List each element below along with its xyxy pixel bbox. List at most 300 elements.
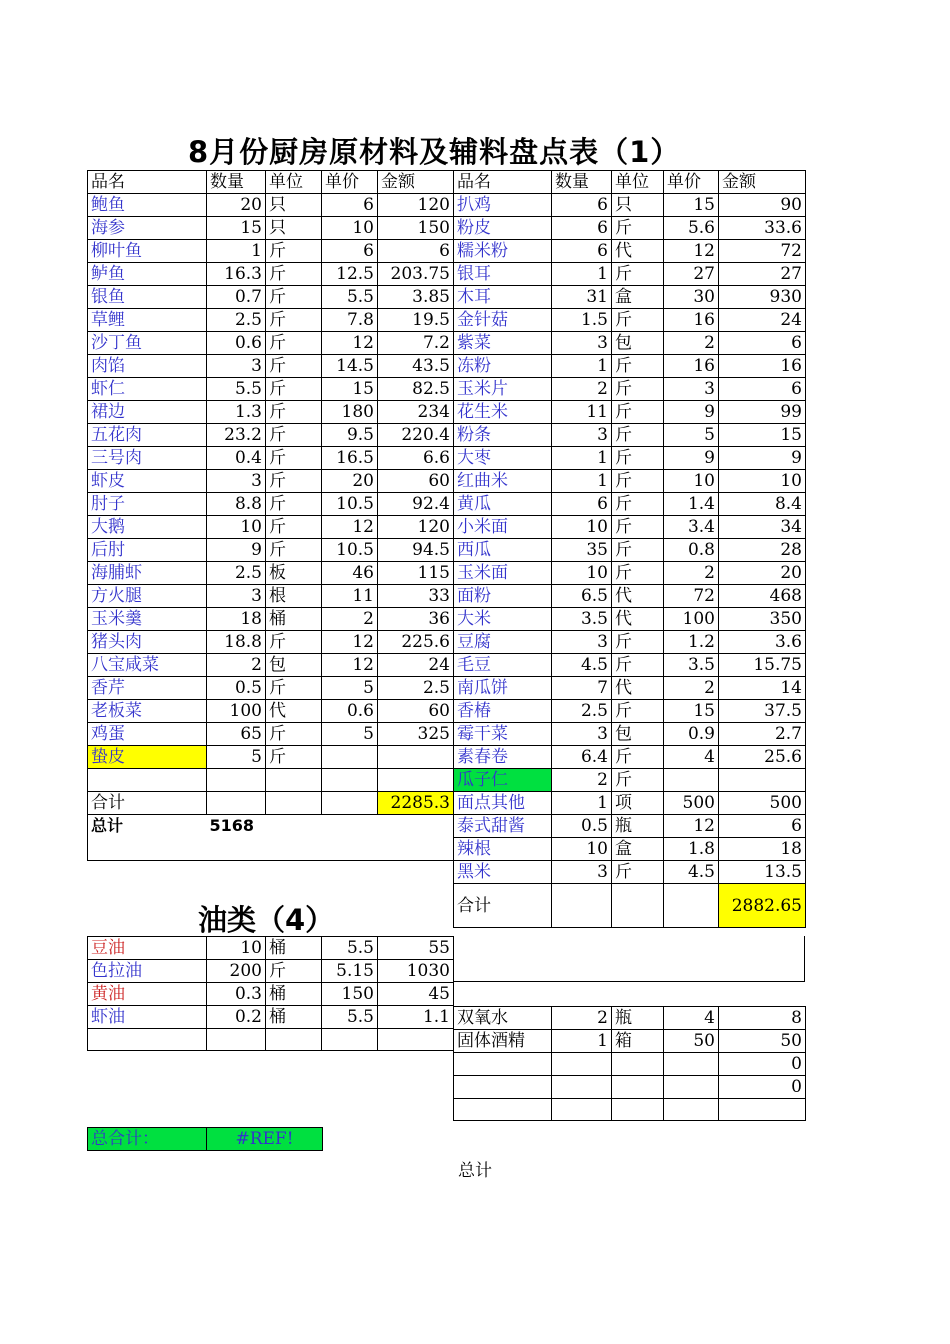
cell-amount[interactable]: 1030 xyxy=(378,960,454,983)
cell-unit[interactable]: 斤 xyxy=(612,516,664,539)
cell-amount[interactable]: 2.5 xyxy=(378,677,454,700)
cell-price[interactable]: 12 xyxy=(322,654,378,677)
cell-price[interactable]: 5.15 xyxy=(322,960,378,983)
empty-cell[interactable] xyxy=(552,884,612,928)
cell-unit[interactable] xyxy=(612,1076,664,1099)
cell-name[interactable]: 扒鸡 xyxy=(454,194,552,217)
cell-name[interactable]: 泰式甜酱 xyxy=(454,815,552,838)
cell-price[interactable] xyxy=(664,769,719,792)
cell-unit[interactable]: 代 xyxy=(266,700,322,723)
header-cell[interactable]: 单价 xyxy=(664,171,719,194)
cell-name[interactable]: 面点其他 xyxy=(454,792,552,815)
cell-amount[interactable]: 8.4 xyxy=(719,493,806,516)
cell-name[interactable]: 草鲤 xyxy=(88,309,207,332)
cell-name[interactable]: 冻粉 xyxy=(454,355,552,378)
cell-unit[interactable]: 斤 xyxy=(612,424,664,447)
header-cell[interactable]: 金额 xyxy=(378,171,454,194)
cell-qty[interactable]: 6 xyxy=(552,493,612,516)
cell-amount[interactable]: 72 xyxy=(719,240,806,263)
empty-cell[interactable] xyxy=(612,1099,664,1121)
cell-price[interactable]: 5 xyxy=(322,677,378,700)
cell-amount[interactable]: 92.4 xyxy=(378,493,454,516)
cell-price[interactable]: 0.8 xyxy=(664,539,719,562)
cell-qty[interactable]: 3 xyxy=(552,424,612,447)
empty-cell[interactable] xyxy=(378,769,454,792)
cell-name[interactable]: 豆腐 xyxy=(454,631,552,654)
cell-unit[interactable]: 斤 xyxy=(612,263,664,286)
cell-name[interactable] xyxy=(454,1053,552,1076)
cell-amount[interactable]: 33.6 xyxy=(719,217,806,240)
cell-amount[interactable]: 325 xyxy=(378,723,454,746)
cell-name[interactable]: 三号肉 xyxy=(88,447,207,470)
cell-unit[interactable]: 包 xyxy=(612,332,664,355)
cell-price[interactable]: 0.9 xyxy=(664,723,719,746)
cell-unit[interactable]: 板 xyxy=(266,562,322,585)
cell-unit[interactable]: 只 xyxy=(612,194,664,217)
cell-amount[interactable]: 45 xyxy=(378,983,454,1006)
cell-price[interactable]: 27 xyxy=(664,263,719,286)
cell-qty[interactable]: 3 xyxy=(207,470,266,493)
cell-price[interactable]: 100 xyxy=(664,608,719,631)
cell-amount[interactable]: 6.6 xyxy=(378,447,454,470)
cell-qty[interactable]: 2 xyxy=(552,769,612,792)
cell-qty[interactable]: 3 xyxy=(552,332,612,355)
cell-name[interactable] xyxy=(454,1076,552,1099)
cell-qty[interactable]: 0.7 xyxy=(207,286,266,309)
cell-qty[interactable]: 8.8 xyxy=(207,493,266,516)
cell-price[interactable]: 3 xyxy=(664,378,719,401)
cell-name[interactable]: 鲍鱼 xyxy=(88,194,207,217)
cell-name[interactable]: 老板菜 xyxy=(88,700,207,723)
cell-price[interactable]: 72 xyxy=(664,585,719,608)
cell-unit[interactable]: 斤 xyxy=(612,355,664,378)
cell-unit[interactable]: 斤 xyxy=(612,378,664,401)
cell-amount[interactable]: 468 xyxy=(719,585,806,608)
cell-amount[interactable]: 6 xyxy=(378,240,454,263)
cell-unit[interactable]: 斤 xyxy=(266,447,322,470)
cell-qty[interactable]: 23.2 xyxy=(207,424,266,447)
cell-unit[interactable]: 盒 xyxy=(612,286,664,309)
cell-qty[interactable]: 5.5 xyxy=(207,378,266,401)
cell-unit[interactable]: 斤 xyxy=(266,631,322,654)
cell-qty[interactable]: 7 xyxy=(552,677,612,700)
cell-price[interactable]: 3.5 xyxy=(664,654,719,677)
cell-name[interactable]: 大米 xyxy=(454,608,552,631)
cell-qty[interactable]: 10 xyxy=(207,937,266,960)
cell-price[interactable]: 5 xyxy=(322,723,378,746)
cell-unit[interactable]: 斤 xyxy=(266,263,322,286)
cell-price[interactable]: 20 xyxy=(322,470,378,493)
cell-price[interactable]: 2 xyxy=(664,677,719,700)
cell-unit[interactable]: 只 xyxy=(266,217,322,240)
cell-name[interactable]: 双氧水 xyxy=(454,1007,552,1030)
cell-name[interactable]: 香椿 xyxy=(454,700,552,723)
header-cell[interactable]: 数量 xyxy=(552,171,612,194)
cell-qty[interactable] xyxy=(552,1076,612,1099)
cell-amount[interactable]: 3.85 xyxy=(378,286,454,309)
cell-name[interactable]: 紫菜 xyxy=(454,332,552,355)
cell-name[interactable]: 虾皮 xyxy=(88,470,207,493)
cell-qty[interactable]: 10 xyxy=(552,516,612,539)
cell-qty[interactable]: 10 xyxy=(207,516,266,539)
cell-amount[interactable]: 6 xyxy=(719,815,806,838)
cell-qty[interactable]: 6.5 xyxy=(552,585,612,608)
empty-cell[interactable] xyxy=(88,769,207,792)
cell-unit[interactable]: 斤 xyxy=(266,309,322,332)
cell-price[interactable]: 10.5 xyxy=(322,493,378,516)
cell-amount[interactable]: 34 xyxy=(719,516,806,539)
cell-amount[interactable]: 115 xyxy=(378,562,454,585)
cell-qty[interactable]: 0.3 xyxy=(207,983,266,1006)
cell-qty[interactable]: 2.5 xyxy=(207,562,266,585)
cell-name[interactable]: 玉米面 xyxy=(454,562,552,585)
cell-amount[interactable]: 82.5 xyxy=(378,378,454,401)
cell-name[interactable]: 鸡蛋 xyxy=(88,723,207,746)
cell-qty[interactable]: 1 xyxy=(552,1030,612,1053)
cell-unit[interactable]: 斤 xyxy=(266,516,322,539)
header-cell[interactable]: 金额 xyxy=(719,171,806,194)
empty-cell[interactable] xyxy=(207,769,266,792)
cell-qty[interactable]: 2 xyxy=(552,378,612,401)
cell-amount[interactable]: 13.5 xyxy=(719,861,806,884)
cell-amount[interactable]: 24 xyxy=(719,309,806,332)
empty-cell[interactable] xyxy=(207,1029,266,1051)
cell-amount[interactable]: 19.5 xyxy=(378,309,454,332)
cell-unit[interactable]: 斤 xyxy=(266,286,322,309)
cell-amount[interactable]: 27 xyxy=(719,263,806,286)
cell-qty[interactable]: 16.3 xyxy=(207,263,266,286)
cell-unit[interactable]: 斤 xyxy=(612,470,664,493)
cell-price[interactable]: 2 xyxy=(322,608,378,631)
cell-price[interactable]: 2 xyxy=(664,332,719,355)
cell-qty[interactable]: 3.5 xyxy=(552,608,612,631)
cell-price[interactable]: 16 xyxy=(664,309,719,332)
cell-unit[interactable]: 盒 xyxy=(612,838,664,861)
cell-qty[interactable]: 0.6 xyxy=(207,332,266,355)
empty-cell[interactable] xyxy=(664,1099,719,1121)
cell-name[interactable]: 沙丁鱼 xyxy=(88,332,207,355)
cell-qty[interactable]: 100 xyxy=(207,700,266,723)
empty-cell[interactable] xyxy=(322,792,378,815)
cell-qty[interactable]: 18.8 xyxy=(207,631,266,654)
cell-unit[interactable]: 只 xyxy=(266,194,322,217)
cell-price[interactable] xyxy=(322,746,378,769)
empty-cell[interactable] xyxy=(266,1029,322,1051)
cell-price[interactable]: 12.5 xyxy=(322,263,378,286)
cell-qty[interactable]: 11 xyxy=(552,401,612,424)
cell-amount[interactable]: 55 xyxy=(378,937,454,960)
cell-amount[interactable]: 60 xyxy=(378,700,454,723)
cell-price[interactable]: 4 xyxy=(664,746,719,769)
cell-unit[interactable]: 桶 xyxy=(266,608,322,631)
cell-qty[interactable]: 3 xyxy=(207,585,266,608)
cell-qty[interactable]: 35 xyxy=(552,539,612,562)
cell-qty[interactable]: 6 xyxy=(552,240,612,263)
cell-name[interactable]: 香芹 xyxy=(88,677,207,700)
left-subtotal-value[interactable]: 2285.3 xyxy=(378,792,454,815)
cell-qty[interactable]: 10 xyxy=(552,838,612,861)
cell-amount[interactable]: 37.5 xyxy=(719,700,806,723)
cell-qty[interactable]: 1 xyxy=(207,240,266,263)
cell-price[interactable]: 5.5 xyxy=(322,286,378,309)
cell-unit[interactable]: 瓶 xyxy=(612,815,664,838)
empty-cell[interactable] xyxy=(454,1099,552,1121)
header-cell[interactable]: 数量 xyxy=(207,171,266,194)
cell-name[interactable]: 粉皮 xyxy=(454,217,552,240)
left-subtotal-label[interactable]: 合计 xyxy=(88,792,207,815)
cell-unit[interactable]: 斤 xyxy=(266,493,322,516)
cell-name[interactable]: 面粉 xyxy=(454,585,552,608)
cell-amount[interactable]: 10 xyxy=(719,470,806,493)
cell-amount[interactable] xyxy=(719,769,806,792)
cell-price[interactable]: 150 xyxy=(322,983,378,1006)
cell-amount[interactable]: 220.4 xyxy=(378,424,454,447)
cell-unit[interactable]: 包 xyxy=(612,723,664,746)
empty-cell[interactable] xyxy=(266,769,322,792)
cell-amount[interactable]: 15 xyxy=(719,424,806,447)
cell-price[interactable] xyxy=(664,1076,719,1099)
cell-name[interactable]: 银鱼 xyxy=(88,286,207,309)
cell-amount[interactable]: 150 xyxy=(378,217,454,240)
cell-unit[interactable]: 斤 xyxy=(612,447,664,470)
cell-price[interactable]: 12 xyxy=(322,332,378,355)
empty-cell[interactable] xyxy=(266,792,322,815)
cell-price[interactable]: 500 xyxy=(664,792,719,815)
cell-qty[interactable]: 6 xyxy=(552,217,612,240)
cell-price[interactable]: 9.5 xyxy=(322,424,378,447)
cell-unit[interactable]: 斤 xyxy=(612,309,664,332)
cell-price[interactable]: 30 xyxy=(664,286,719,309)
cell-qty[interactable]: 9 xyxy=(207,539,266,562)
cell-amount[interactable]: 0 xyxy=(719,1053,806,1076)
cell-amount[interactable]: 14 xyxy=(719,677,806,700)
cell-unit[interactable]: 桶 xyxy=(266,983,322,1006)
right-subtotal-value[interactable]: 2882.65 xyxy=(719,884,806,928)
cell-name[interactable]: 花生米 xyxy=(454,401,552,424)
cell-unit[interactable]: 桶 xyxy=(266,1006,322,1029)
empty-cell[interactable] xyxy=(207,792,266,815)
cell-unit[interactable]: 斤 xyxy=(612,631,664,654)
cell-qty[interactable]: 0.2 xyxy=(207,1006,266,1029)
cell-qty[interactable]: 3 xyxy=(207,355,266,378)
cell-price[interactable]: 12 xyxy=(664,815,719,838)
cell-amount[interactable]: 7.2 xyxy=(378,332,454,355)
left-total-value[interactable]: 5168 xyxy=(207,815,454,861)
empty-cell[interactable] xyxy=(719,1099,806,1121)
cell-name[interactable]: 虾仁 xyxy=(88,378,207,401)
cell-name[interactable]: 虾油 xyxy=(88,1006,207,1029)
cell-price[interactable]: 2 xyxy=(664,562,719,585)
cell-name[interactable]: 猪头肉 xyxy=(88,631,207,654)
cell-amount[interactable]: 9 xyxy=(719,447,806,470)
cell-price[interactable]: 9 xyxy=(664,447,719,470)
cell-price[interactable]: 6 xyxy=(322,240,378,263)
cell-unit[interactable]: 箱 xyxy=(612,1030,664,1053)
cell-amount[interactable]: 50 xyxy=(719,1030,806,1053)
cell-amount[interactable]: 234 xyxy=(378,401,454,424)
cell-unit[interactable]: 斤 xyxy=(266,424,322,447)
empty-cell[interactable] xyxy=(612,884,664,928)
cell-amount[interactable]: 0 xyxy=(719,1076,806,1099)
cell-unit[interactable]: 斤 xyxy=(266,723,322,746)
cell-amount[interactable]: 20 xyxy=(719,562,806,585)
cell-unit[interactable]: 项 xyxy=(612,792,664,815)
cell-price[interactable]: 9 xyxy=(664,401,719,424)
cell-amount[interactable]: 1.1 xyxy=(378,1006,454,1029)
cell-name[interactable]: 红曲米 xyxy=(454,470,552,493)
cell-unit[interactable]: 斤 xyxy=(266,746,322,769)
cell-price[interactable]: 3.4 xyxy=(664,516,719,539)
cell-unit[interactable]: 斤 xyxy=(612,493,664,516)
cell-price[interactable]: 11 xyxy=(322,585,378,608)
cell-unit[interactable]: 代 xyxy=(612,677,664,700)
cell-amount[interactable]: 99 xyxy=(719,401,806,424)
cell-amount[interactable]: 203.75 xyxy=(378,263,454,286)
cell-name[interactable]: 毛豆 xyxy=(454,654,552,677)
cell-unit[interactable]: 斤 xyxy=(612,746,664,769)
cell-qty[interactable]: 1 xyxy=(552,355,612,378)
cell-qty[interactable]: 6 xyxy=(552,194,612,217)
cell-unit[interactable]: 包 xyxy=(266,654,322,677)
cell-price[interactable]: 15 xyxy=(664,700,719,723)
cell-name[interactable]: 南瓜饼 xyxy=(454,677,552,700)
cell-price[interactable]: 16.5 xyxy=(322,447,378,470)
cell-unit[interactable]: 斤 xyxy=(266,355,322,378)
cell-unit[interactable]: 代 xyxy=(612,608,664,631)
cell-qty[interactable]: 15 xyxy=(207,217,266,240)
cell-amount[interactable]: 36 xyxy=(378,608,454,631)
cell-qty[interactable]: 3 xyxy=(552,861,612,884)
cell-name[interactable]: 霉干菜 xyxy=(454,723,552,746)
cell-name[interactable]: 豆油 xyxy=(88,937,207,960)
cell-price[interactable]: 5 xyxy=(664,424,719,447)
cell-amount[interactable]: 24 xyxy=(378,654,454,677)
cell-name[interactable]: 海脯虾 xyxy=(88,562,207,585)
cell-qty[interactable]: 2.5 xyxy=(552,700,612,723)
cell-price[interactable]: 180 xyxy=(322,401,378,424)
cell-amount[interactable]: 33 xyxy=(378,585,454,608)
cell-unit[interactable]: 斤 xyxy=(266,677,322,700)
cell-name[interactable]: 金针菇 xyxy=(454,309,552,332)
cell-qty[interactable]: 2 xyxy=(552,1007,612,1030)
cell-unit[interactable]: 瓶 xyxy=(612,1007,664,1030)
cell-unit[interactable]: 斤 xyxy=(612,217,664,240)
cell-amount[interactable]: 28 xyxy=(719,539,806,562)
cell-amount[interactable]: 6 xyxy=(719,332,806,355)
cell-price[interactable]: 12 xyxy=(322,516,378,539)
cell-qty[interactable]: 0.5 xyxy=(552,815,612,838)
cell-unit[interactable]: 斤 xyxy=(266,240,322,263)
cell-name[interactable]: 蛰皮 xyxy=(88,746,207,769)
cell-price[interactable]: 5.6 xyxy=(664,217,719,240)
cell-price[interactable]: 4.5 xyxy=(664,861,719,884)
cell-price[interactable] xyxy=(664,1053,719,1076)
empty-cell[interactable] xyxy=(552,1099,612,1121)
cell-amount[interactable]: 225.6 xyxy=(378,631,454,654)
cell-name[interactable]: 色拉油 xyxy=(88,960,207,983)
cell-amount[interactable]: 25.6 xyxy=(719,746,806,769)
cell-name[interactable]: 辣根 xyxy=(454,838,552,861)
empty-cell[interactable] xyxy=(378,1029,454,1051)
header-cell[interactable]: 单位 xyxy=(612,171,664,194)
cell-name[interactable]: 裙边 xyxy=(88,401,207,424)
right-subtotal-label[interactable]: 合计 xyxy=(454,884,552,928)
cell-name[interactable]: 黄瓜 xyxy=(454,493,552,516)
cell-qty[interactable]: 31 xyxy=(552,286,612,309)
cell-qty[interactable]: 0.4 xyxy=(207,447,266,470)
cell-qty[interactable]: 0.5 xyxy=(207,677,266,700)
cell-price[interactable]: 0.6 xyxy=(322,700,378,723)
cell-unit[interactable]: 斤 xyxy=(266,332,322,355)
cell-amount[interactable]: 18 xyxy=(719,838,806,861)
header-cell[interactable]: 品名 xyxy=(88,171,207,194)
cell-amount[interactable]: 15.75 xyxy=(719,654,806,677)
cell-amount[interactable]: 930 xyxy=(719,286,806,309)
cell-qty[interactable]: 200 xyxy=(207,960,266,983)
cell-amount[interactable]: 90 xyxy=(719,194,806,217)
cell-price[interactable]: 10 xyxy=(664,470,719,493)
cell-qty[interactable]: 5 xyxy=(207,746,266,769)
cell-amount[interactable]: 350 xyxy=(719,608,806,631)
cell-price[interactable]: 50 xyxy=(664,1030,719,1053)
cell-qty[interactable]: 18 xyxy=(207,608,266,631)
cell-unit[interactable]: 斤 xyxy=(612,861,664,884)
cell-name[interactable]: 八宝咸菜 xyxy=(88,654,207,677)
cell-name[interactable]: 木耳 xyxy=(454,286,552,309)
cell-name[interactable]: 后肘 xyxy=(88,539,207,562)
left-total-label[interactable]: 总计 xyxy=(88,815,207,861)
cell-price[interactable]: 16 xyxy=(664,355,719,378)
cell-qty[interactable]: 3 xyxy=(552,723,612,746)
cell-name[interactable]: 素春卷 xyxy=(454,746,552,769)
cell-name[interactable]: 银耳 xyxy=(454,263,552,286)
cell-price[interactable]: 5.5 xyxy=(322,1006,378,1029)
cell-price[interactable]: 1.2 xyxy=(664,631,719,654)
cell-name[interactable]: 五花肉 xyxy=(88,424,207,447)
cell-price[interactable]: 15 xyxy=(664,194,719,217)
cell-qty[interactable]: 10 xyxy=(552,562,612,585)
cell-name[interactable]: 方火腿 xyxy=(88,585,207,608)
cell-name[interactable]: 大鹅 xyxy=(88,516,207,539)
cell-unit[interactable]: 根 xyxy=(266,585,322,608)
cell-qty[interactable]: 3 xyxy=(552,631,612,654)
cell-name[interactable]: 肉馅 xyxy=(88,355,207,378)
cell-qty[interactable]: 65 xyxy=(207,723,266,746)
cell-amount[interactable]: 8 xyxy=(719,1007,806,1030)
cell-name[interactable]: 玉米片 xyxy=(454,378,552,401)
cell-amount[interactable]: 3.6 xyxy=(719,631,806,654)
cell-unit[interactable]: 斤 xyxy=(612,539,664,562)
cell-unit[interactable]: 斤 xyxy=(266,539,322,562)
header-cell[interactable]: 品名 xyxy=(454,171,552,194)
cell-name[interactable]: 糯米粉 xyxy=(454,240,552,263)
cell-qty[interactable]: 1 xyxy=(552,470,612,493)
cell-price[interactable]: 1.4 xyxy=(664,493,719,516)
cell-amount[interactable]: 6 xyxy=(719,378,806,401)
spacer-cell[interactable] xyxy=(88,861,454,884)
empty-cell[interactable] xyxy=(322,769,378,792)
cell-name[interactable]: 玉米羹 xyxy=(88,608,207,631)
cell-name[interactable]: 瓜子仁 xyxy=(454,769,552,792)
cell-price[interactable]: 4 xyxy=(664,1007,719,1030)
empty-cell[interactable] xyxy=(322,1029,378,1051)
cell-price[interactable]: 10 xyxy=(322,217,378,240)
cell-unit[interactable]: 斤 xyxy=(612,769,664,792)
cell-price[interactable]: 6 xyxy=(322,194,378,217)
cell-amount[interactable]: 60 xyxy=(378,470,454,493)
cell-price[interactable]: 10.5 xyxy=(322,539,378,562)
cell-unit[interactable]: 斤 xyxy=(612,401,664,424)
